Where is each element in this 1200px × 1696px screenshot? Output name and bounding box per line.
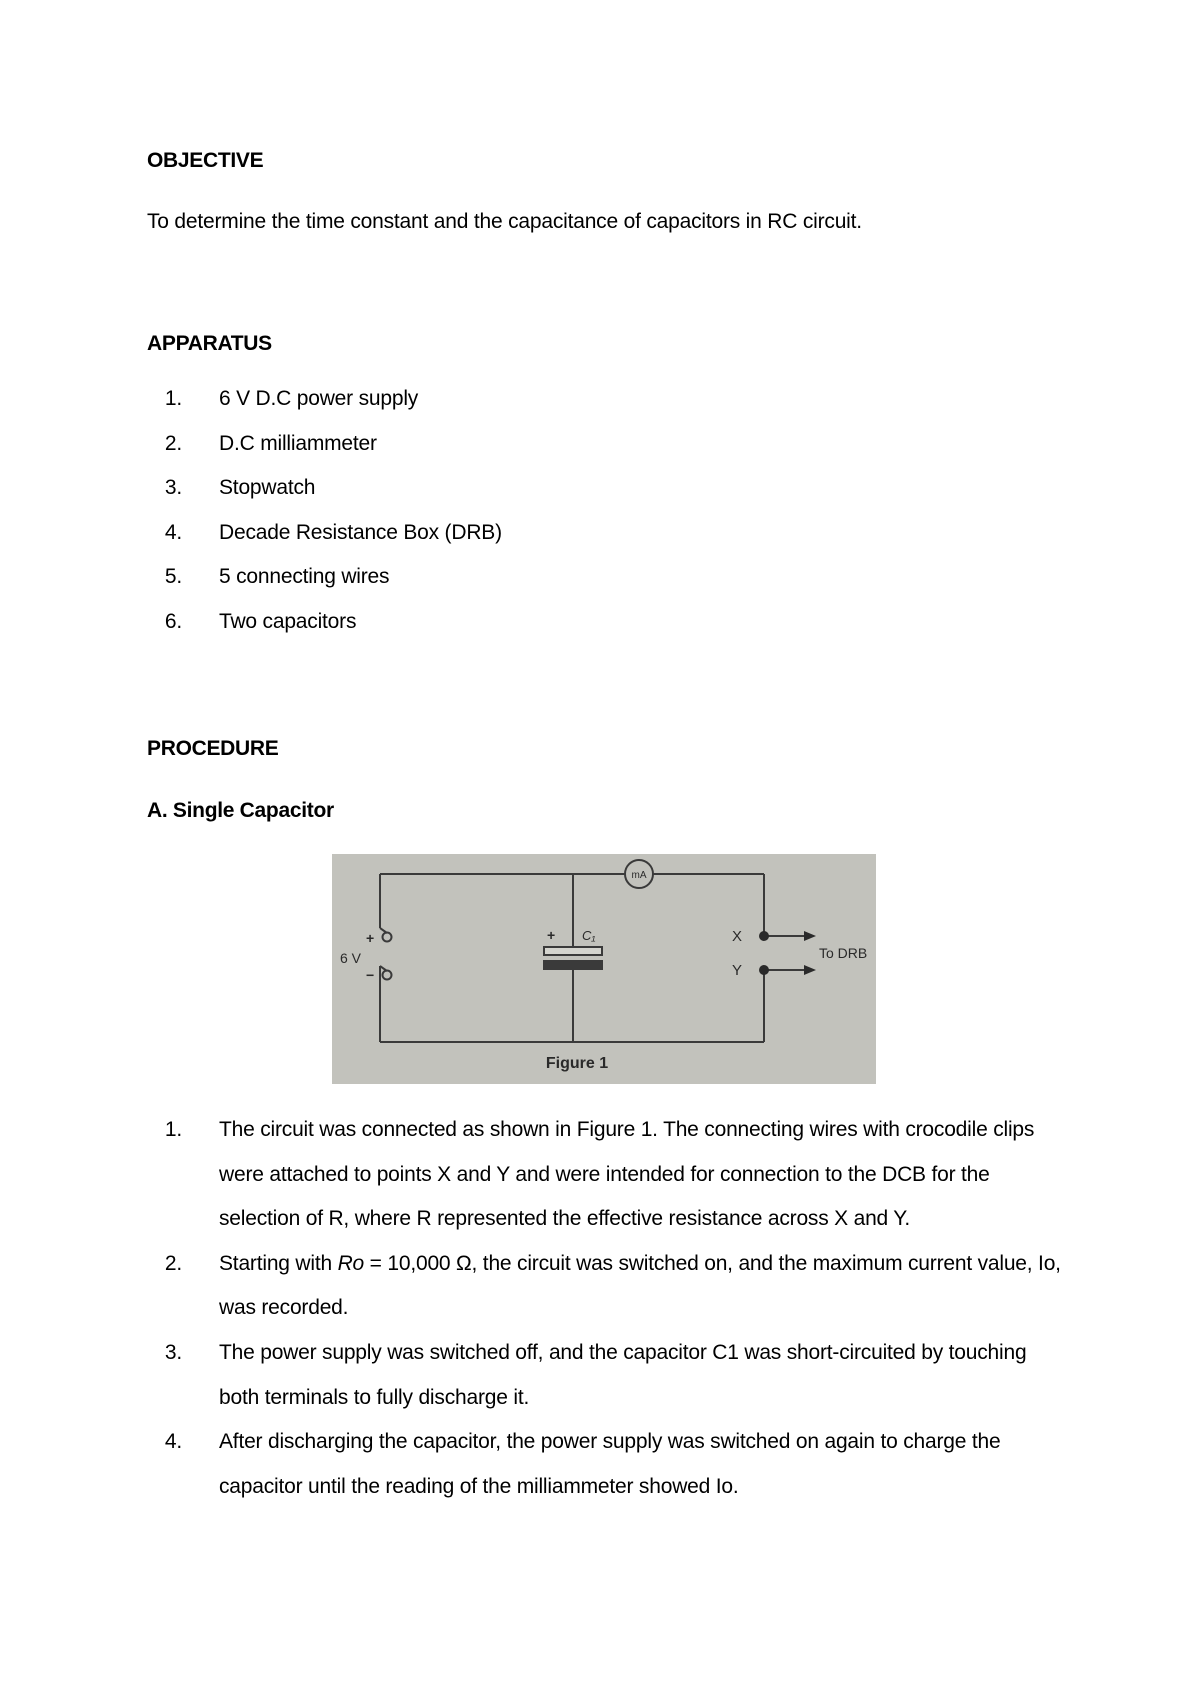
x-label: X <box>732 928 743 945</box>
drb-label: To DRB <box>819 945 868 961</box>
arrow-head-x <box>804 931 816 941</box>
list-text: 6 V D.C power supply <box>219 387 419 410</box>
wire-positive-lead <box>380 928 387 933</box>
arrow-head-y <box>804 965 816 975</box>
step-text: The power supply was switched off, and the capacitor C1 was short-circuited by touching both terminals to fully discharge it. <box>219 1340 1027 1409</box>
step-number: 4. <box>164 1430 182 1454</box>
meter-label: mA <box>631 870 647 881</box>
procedure-step <box>0 1331 1200 1420</box>
step-number: 1. <box>164 1118 182 1141</box>
list-text: 5 connecting wires <box>219 565 390 589</box>
capacitor-label: C₁ <box>582 928 596 943</box>
step-text-pre: Starting with <box>219 1251 338 1275</box>
figure-caption: Figure 1 <box>545 1055 609 1072</box>
procedure-step <box>0 1242 1200 1331</box>
procedure-step <box>0 1108 1200 1242</box>
step-text-post: = 10,000 Ω, the circuit was switched on, and the maximum current value, Io, was recorded. <box>219 1251 1061 1320</box>
procedure-heading: PROCEDURE <box>147 737 279 760</box>
step-number: 2. <box>164 1251 182 1275</box>
wire-negative-lead <box>380 966 387 971</box>
procedure-list <box>0 1108 1200 1509</box>
list-number: 2. <box>164 431 182 455</box>
list-number: 5. <box>164 565 182 589</box>
point-x-contact <box>759 931 769 941</box>
list-number: 4. <box>164 520 182 544</box>
circuit-figure <box>332 854 876 1084</box>
list-number: 6. <box>164 609 182 633</box>
list-text: Stopwatch <box>219 476 316 500</box>
supply-minus-label: − <box>366 967 375 983</box>
circuit-diagram <box>332 854 876 1084</box>
supply-label: 6 V <box>340 950 362 966</box>
procedure-step <box>0 1420 1200 1509</box>
step-text: After discharging the capacitor, the power supply was switched on again to charge the capacitor until the reading of the milliammeter showed Io. <box>219 1430 1001 1498</box>
point-y-contact <box>759 965 769 975</box>
y-label: Y <box>732 962 743 979</box>
capacitor-top-plate <box>544 947 602 955</box>
list-number: 3. <box>164 476 182 500</box>
list-text: D.C milliammeter <box>219 431 377 455</box>
step-text-italic: Ro <box>337 1251 365 1275</box>
list-number: 1. <box>164 387 182 410</box>
list-text: Two capacitors <box>219 609 357 633</box>
objective-heading: OBJECTIVE <box>147 149 264 172</box>
supply-positive-terminal <box>383 933 392 942</box>
step-text <box>219 1242 1069 1331</box>
capacitor-plus-label: + <box>547 927 556 943</box>
step-number: 3. <box>164 1340 182 1364</box>
objective-text: To determine the time constant and the capacitance of capacitors in RC circuit. <box>147 210 862 233</box>
supply-plus-label: + <box>366 930 375 946</box>
apparatus-heading: APPARATUS <box>147 332 272 355</box>
supply-negative-terminal <box>383 971 392 980</box>
procedure-subheading: A. Single Capacitor <box>147 799 334 822</box>
capacitor-bottom-plate <box>544 961 602 969</box>
step-text: The circuit was connected as shown in Figure 1. The connecting wires with crocodile clips were attached to points X and Y and were intended for connection to the DCB for the selection of R, where R represented the effective resistance across X and Y. <box>219 1118 1035 1231</box>
list-text: Decade Resistance Box (DRB) <box>219 520 502 544</box>
